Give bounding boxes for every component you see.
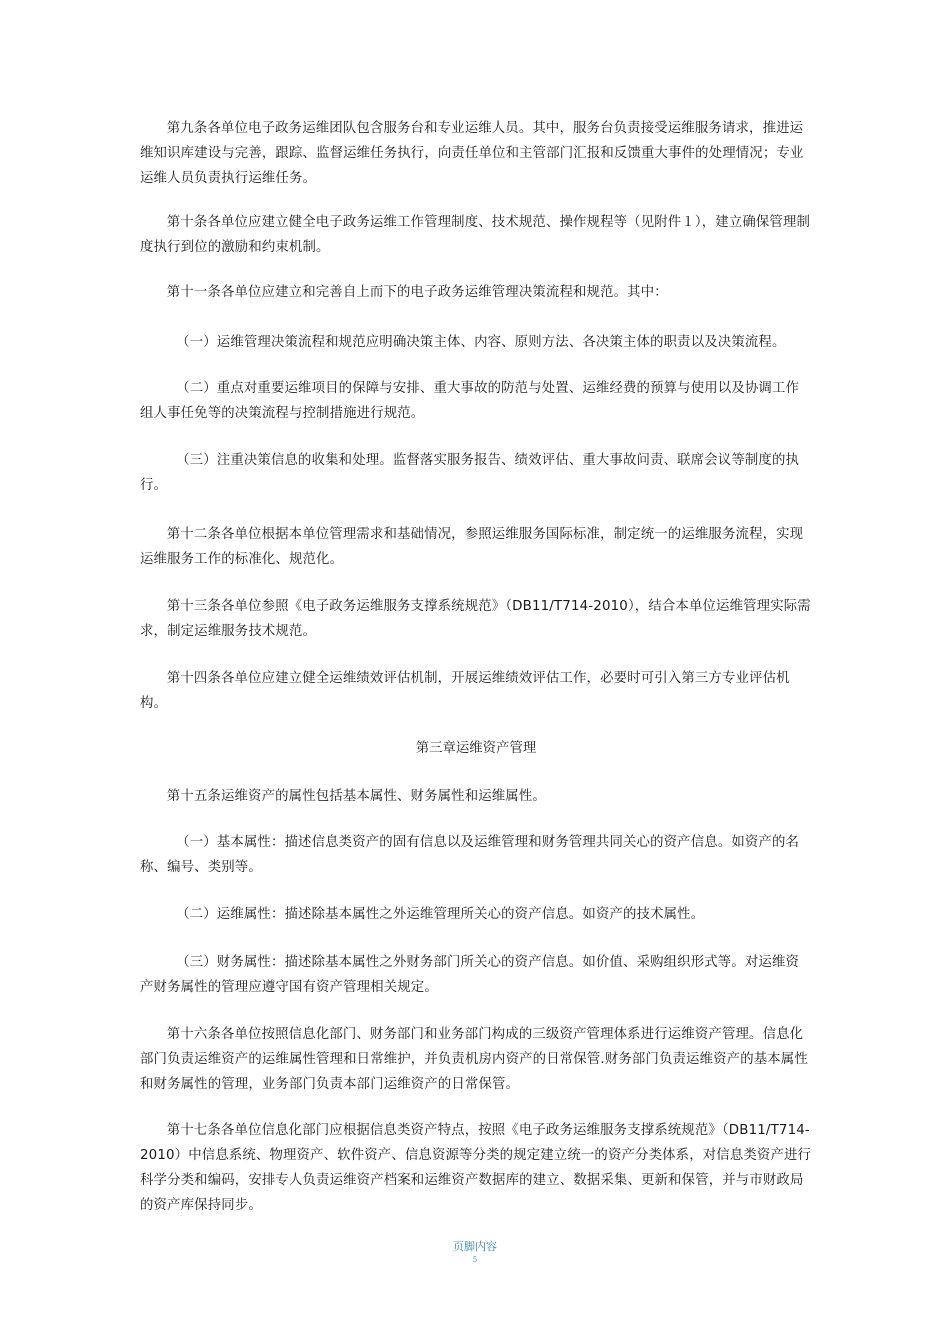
footer-text: 页脚内容	[453, 1240, 497, 1253]
article-15-item-1: （一）基本属性：描述信息类资产的固有信息以及运维管理和财务管理共同关心的资产信息。如资产的名称、编号、类别等。	[140, 835, 800, 875]
article-11-item-2: （二）重点对重要运维项目的保障与安排、重大事故的防范与处置、运维经费的预算与使用以及协调工作组人事任免等的决策流程与控制措施进行规范。	[140, 381, 800, 421]
article-17: 第十七条各单位信息化部门应根据信息类资产特点，按照《电子政务运维服务支撑系统规范》（DB11/T714-2010）中信息系统、物理资产、软件资产、信息资源等分类的规定建立统一的资产分类体系，对信息类资产进行科学分类和编码，安排专人负责运维资产档案和运维资产数据库的建立、数据采集、更新和保管，并与市财政局的资产库保持同步。	[140, 1123, 812, 1213]
chapter-3-heading: 第三章运维资产管理	[415, 741, 537, 756]
article-15-item-2: （二）运维属性：描述除基本属性之外运维管理所关心的资产信息。如资产的技术属性。	[176, 907, 705, 922]
article-9: 第九条各单位电子政务运维团队包含服务台和专业运维人员。其中，服务台负责接受运维服务请求，推进运维知识库建设与完善，跟踪、监督运维任务执行，向责任单位和主管部门汇报和反馈重大事件的处理情况；专业运维人员负责执行运维任务。	[140, 121, 804, 186]
article-11-item-1: （一）运维管理决策流程和规范应明确决策主体、内容、原则方法、各决策主体的职责以及决策流程。	[176, 335, 786, 350]
article-15: 第十五条运维资产的属性包括基本属性、财务属性和运维属性。	[166, 789, 546, 804]
page-number: 5	[472, 1256, 478, 1264]
article-14: 第十四条各单位应建立健全运维绩效评估机制，开展运维绩效评估工作，必要时可引入第三方专业评估机构。	[140, 671, 790, 711]
article-12: 第十二条各单位根据本单位管理需求和基础情况，参照运维服务国际标准，制定统一的运维服务流程，实现运维服务工作的标准化、规范化。	[140, 527, 804, 567]
article-11-item-3: （三）注重决策信息的收集和处理。监督落实服务报告、绩效评估、重大事故问责、联席会议等制度的执行。	[140, 453, 800, 493]
article-15-item-3: （三）财务属性：描述除基本属性之外财务部门所关心的资产信息。如价值、采购组织形式等。对运维资产财务属性的管理应遵守国有资产管理相关规定。	[140, 955, 800, 995]
article-16: 第十六条各单位按照信息化部门、财务部门和业务部门构成的三级资产管理体系进行运维资产管理。信息化部门负责运维资产的运维属性管理和日常维护，并负责机房内资产的日常保管.财务部门负责运维资产的基本属性和财务属性的管理，业务部门负责本部门运维资产的日常保管。	[140, 1027, 808, 1092]
article-10: 第十条各单位应建立健全电子政务运维工作管理制度、技术规范、操作规程等（见附件１），建立确保管理制度执行到位的激励和约束机制。	[140, 215, 811, 255]
article-11: 第十一条各单位应建立和完善自上而下的电子政务运维管理决策流程和规范。其中：	[166, 285, 668, 300]
article-13: 第十三条各单位参照《电子政务运维服务支撑系统规范》（DB11/T714-2010），结合本单位运维管理实际需求，制定运维服务技术规范。	[140, 599, 811, 639]
